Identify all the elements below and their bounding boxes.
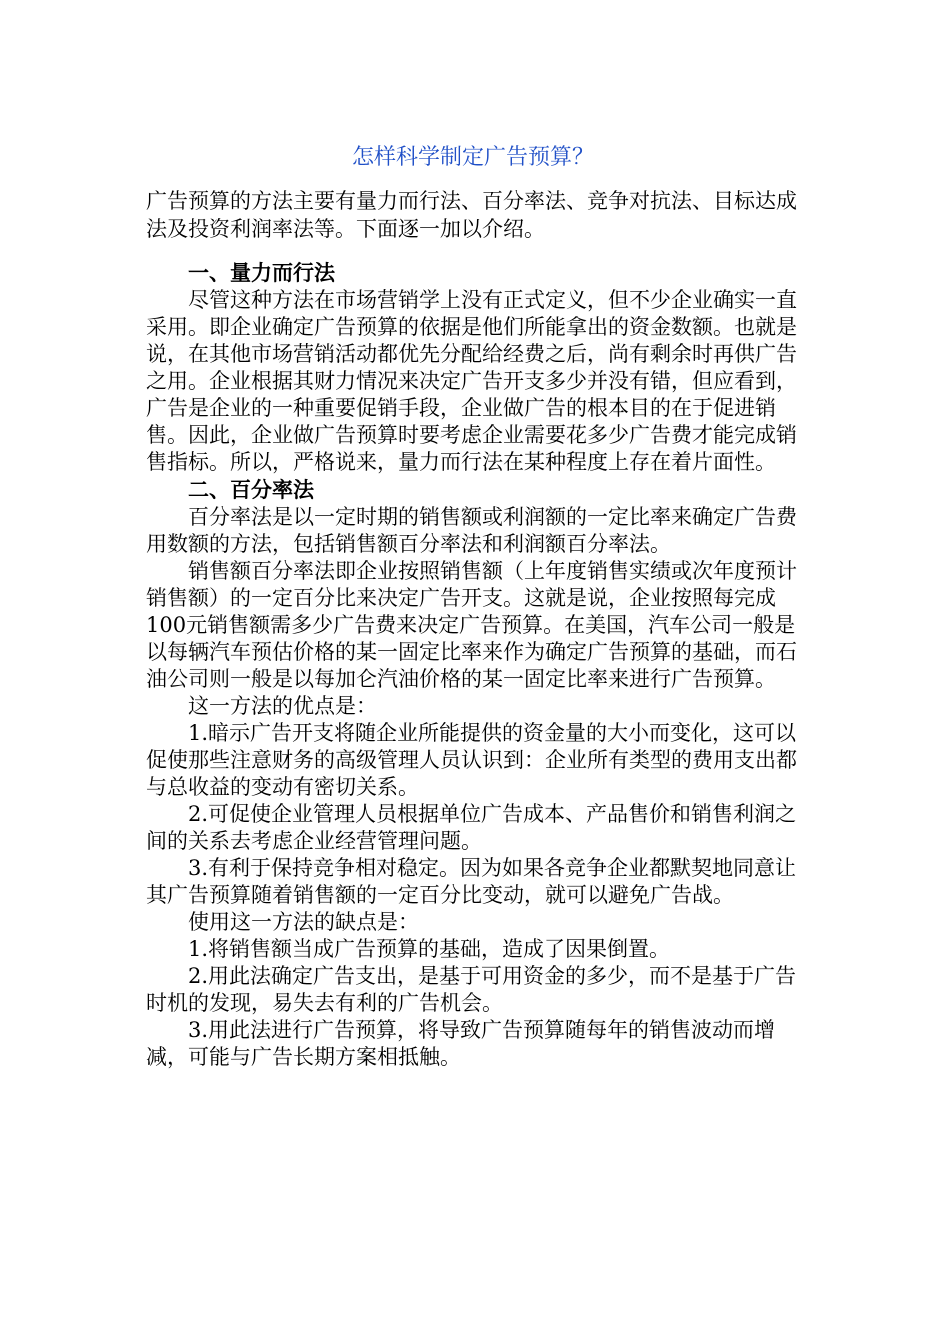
list-item: 1.暗示广告开支将随企业所能提供的资金量的大小而变化，这可以促使那些注意财务的高级管理人员认识到：企业所有类型的费用支出都与总收益的变动有密切关系。 xyxy=(146,721,797,799)
section-liangli xyxy=(146,259,800,476)
list-item: 2.用此法确定广告支出，是基于可用资金的多少，而不是基于广告时机的发现，易失去有利的广告机会。 xyxy=(146,964,797,1015)
section-heading: 二、百分率法 xyxy=(188,477,314,502)
list-item: 3.用此法进行广告预算，将导致广告预算随每年的销售波动而增减，可能与广告长期方案相抵触。 xyxy=(146,1018,776,1069)
intro-paragraph: 广告预算的方法主要有量力而行法、百分率法、竞争对抗法、目标达成法及投资利润率法等。下面逐一加以介绍。 xyxy=(146,189,797,241)
paragraph: 尽管这种方法在市场营销学上没有正式定义，但不少企业确实一直采用。即企业确定广告预算的依据是他们所能拿出的资金数额。也就是说，在其他市场营销活动都优先分配给经费之后，尚有剩余时再供广告之用。企业根据其财力情况来决定广告开支多少并没有错，但应看到，广告是企业的一种重要促销手段，企业做广告的根本目的在于促进销售。因此，企业做广告预算时要考虑企业需要花多少广告费才能完成销售指标。所以，严格说来，量力而行法在某种程度上存在着片面性。 xyxy=(146,288,797,474)
paragraph: 这一方法的优点是： xyxy=(188,694,377,718)
section-heading: 一、量力而行法 xyxy=(188,260,335,285)
paragraph: 百分率法是以一定时期的销售额或利润额的一定比率来确定广告费用数额的方法，包括销售额百分率法和利润额百分率法。 xyxy=(146,505,797,556)
list-item: 1.将销售额当成广告预算的基础，造成了因果倒置。 xyxy=(188,937,671,961)
section-baifenlv xyxy=(146,476,800,1071)
paragraph: 销售额百分率法即企业按照销售额（上年度销售实绩或次年度预计销售额）的一定百分比来决定广告开支。这就是说，企业按照每完成100元销售额需多少广告费来决定广告预算。在美国，汽车公司一般是以每辆汽车预估价格的某一固定比率来作为确定广告预算的基础，而石油公司则一般是以每加仑汽油价格的某一固定比率来进行广告预算。 xyxy=(146,559,797,691)
list-item: 2.可促使企业管理人员根据单位广告成本、产品售价和销售利润之间的关系去考虑企业经营管理问题。 xyxy=(146,802,797,853)
list-item: 3.有利于保持竞争相对稳定。因为如果各竞争企业都默契地同意让其广告预算随着销售额的一定百分比变动，就可以避免广告战。 xyxy=(146,856,797,907)
paragraph: 使用这一方法的缺点是： xyxy=(188,910,419,934)
document-title: 怎样科学制定广告预算？ xyxy=(351,145,594,170)
